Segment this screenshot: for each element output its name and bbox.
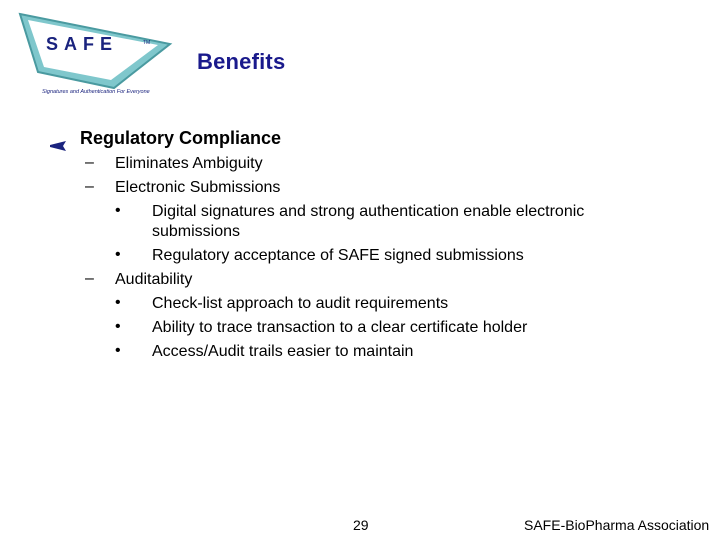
list-item: Access/Audit trails easier to maintain: [152, 343, 414, 360]
arrow-bullet-icon: [50, 141, 70, 151]
list-item: Auditability: [115, 271, 193, 288]
dot-bullet: •: [115, 246, 121, 263]
section-heading: Regulatory Compliance: [80, 128, 282, 148]
safe-logo: [18, 12, 178, 102]
list-item-continuation: submissions: [152, 223, 241, 240]
logo-tm: TM: [143, 40, 151, 46]
logo-tagline: Signatures and Authentication For Everyone: [42, 89, 150, 95]
list-item: Digital signatures and strong authentication enable electronic: [152, 203, 585, 220]
dash-bullet: –: [85, 154, 94, 171]
dot-bullet: •: [115, 342, 121, 359]
dash-bullet: –: [85, 270, 94, 287]
list-item: Electronic Submissions: [115, 179, 281, 196]
dot-bullet: •: [115, 202, 121, 219]
slide-title: Benefits: [197, 49, 286, 74]
dot-bullet: •: [115, 318, 121, 335]
logo-wordmark: SAFE: [46, 34, 119, 54]
list-item: Regulatory acceptance of SAFE signed submissions: [152, 247, 524, 264]
list-item: Ability to trace transaction to a clear certificate holder: [152, 319, 528, 336]
list-item: Eliminates Ambiguity: [115, 155, 263, 172]
list-item: Check-list approach to audit requirements: [152, 295, 449, 312]
safe-logo-mark: [18, 12, 178, 92]
page-number: 29: [353, 517, 369, 533]
dot-bullet: •: [115, 294, 121, 311]
dash-bullet: –: [85, 178, 94, 195]
footer-organization: SAFE-BioPharma Association: [524, 517, 710, 533]
